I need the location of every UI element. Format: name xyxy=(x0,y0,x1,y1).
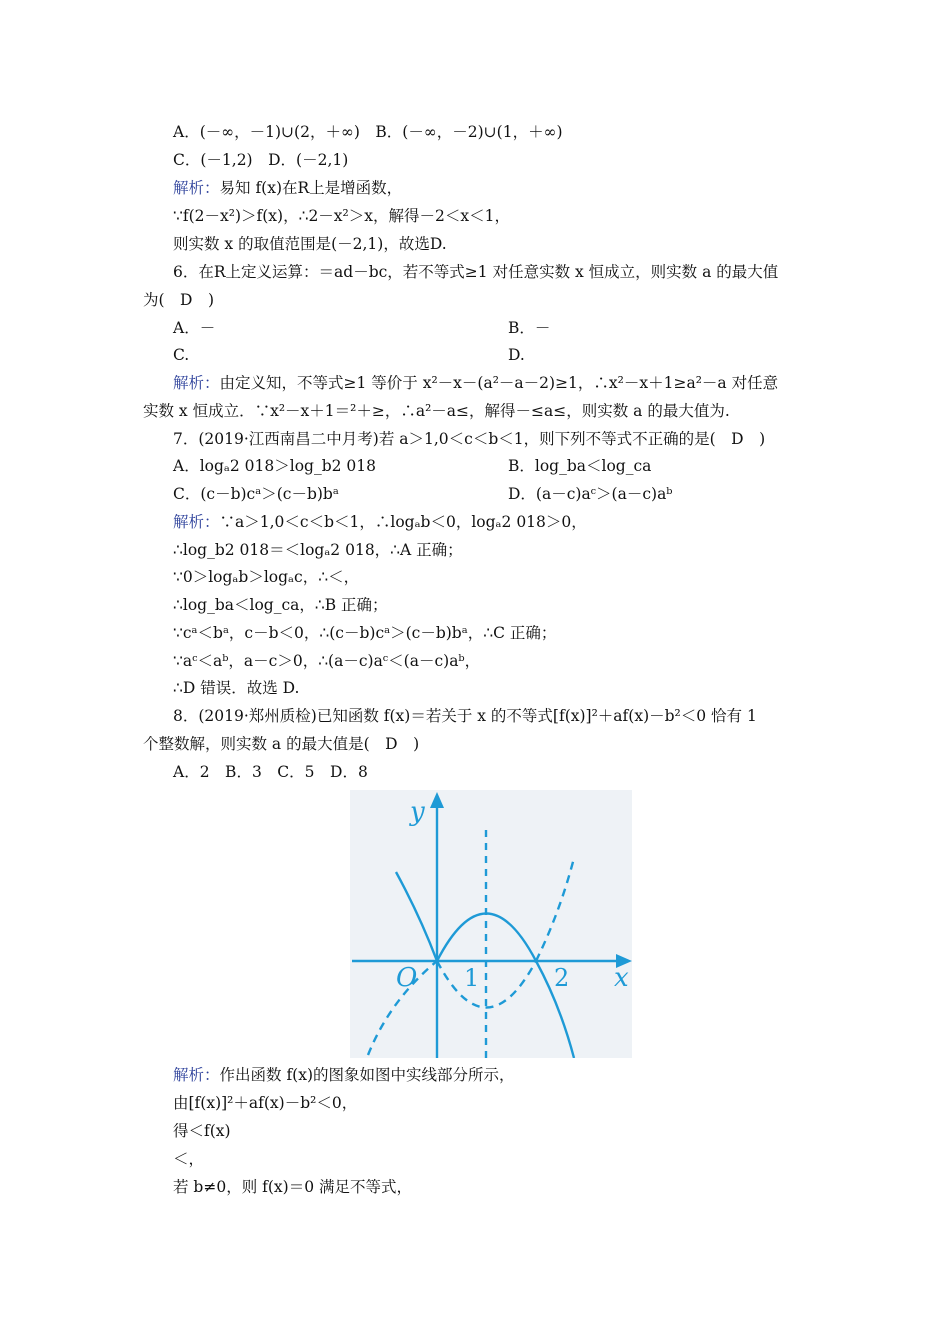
q8-stem: 8．(2019·郑州质检)已知函数 f(x)＝若关于 x 的不等式[f(x)]²＋af(x)－b²＜0 恰有 1 xyxy=(173,707,757,725)
q5-solution-line-2: ∵f(2－x²)＞f(x)，∴2－x²＞x，解得－2＜x＜1， xyxy=(173,207,510,225)
q8-solution-line-4: ＜， xyxy=(173,1150,205,1168)
q7-solution-line-5: ∵cᵃ＜bᵃ，c－b＜0，∴(c－b)cᵃ＞(c－b)bᵃ，∴C 正确； xyxy=(173,624,557,642)
solution-label: 解析： xyxy=(173,374,220,392)
q6-solution-line-2: 实数 x 恒成立．∵x²－x＋1＝²＋≥，∴a²－a≤，解得－≤a≤，则实数 a 的最大值为. xyxy=(143,402,730,420)
q7-option-c: C．(c－b)cᵃ＞(c－b)bᵃ xyxy=(173,485,339,503)
solution-text: ∵a＞1,0＜c＜b＜1，∴logₐb＜0，logₐ2 018＞0， xyxy=(219,513,587,531)
q8-options: A．2 B．3 C．5 D．8 xyxy=(173,763,368,781)
solution-label: 解析： xyxy=(173,1066,220,1084)
q7-solution-line-4: ∴log_ba＜log_ca，∴B 正确； xyxy=(173,596,388,614)
q7-option-b: B．log_ba＜log_ca xyxy=(508,457,652,475)
q8-stem-cont: 个整数解，则实数 a 的最大值是( D ) xyxy=(143,735,420,753)
graph-background xyxy=(350,790,632,1058)
solution-text: 由定义知，不等式≥1 等价于 x²－x－(a²－a－2)≥1，∴x²－x＋1≥a²－a 对任意 xyxy=(219,374,779,392)
solution-text: 易知 f(x)在R上是增函数， xyxy=(219,179,403,197)
function-graph xyxy=(350,790,632,1058)
q6-stem-cont: 为( D ) xyxy=(143,291,215,309)
q5-solution-line-3: 则实数 x 的取值范围是(－2,1)，故选D. xyxy=(173,235,447,253)
solution-text: 作出函数 f(x)的图象如图中实线部分所示， xyxy=(219,1066,515,1084)
q6-option-c: C. xyxy=(173,346,190,364)
solution-label: 解析： xyxy=(173,513,220,531)
q5-options-cd: C．(－1,2) D．(－2,1) xyxy=(173,151,349,169)
q8-solution-line-2: 由[f(x)]²＋af(x)－b²＜0， xyxy=(173,1094,358,1112)
q8-solution-line-5: 若 b≠0，则 f(x)＝0 满足不等式， xyxy=(173,1178,412,1196)
q7-solution-line-2: ∴log_b2 018＝＜logₐ2 018，∴A 正确； xyxy=(173,541,463,559)
q7-option-d: D．(a－c)aᶜ＞(a－c)aᵇ xyxy=(508,485,673,503)
tick-label-2: 2 xyxy=(554,964,570,992)
q8-solution-line-3: 得＜f(x) xyxy=(173,1122,231,1140)
q5-solution-line-1 xyxy=(173,178,402,198)
q5-options-ab: A．(－∞，－1)∪(2，＋∞) B．(－∞，－2)∪(1，＋∞) xyxy=(173,123,563,141)
q7-solution-line-6: ∵aᶜ＜aᵇ，a－c＞0，∴(a－c)aᶜ＜(a－c)aᵇ， xyxy=(173,652,481,670)
q6-option-a: A．－ xyxy=(173,319,216,337)
q7-solution-line-7: ∴D 错误．故选 D. xyxy=(173,679,300,697)
q8-solution-line-1 xyxy=(173,1065,515,1085)
q7-option-a: A．logₐ2 018＞log_b2 018 xyxy=(173,457,377,475)
q6-option-b: B．－ xyxy=(508,319,551,337)
q7-stem: 7．(2019·江西南昌二中月考)若 a＞1,0＜c＜b＜1，则下列不等式不正确的是( D ) xyxy=(173,430,766,448)
q7-solution-line-3: ∵0＞logₐb＞logₐc，∴＜， xyxy=(173,568,360,586)
solution-label: 解析： xyxy=(173,179,220,197)
x-axis-label: x xyxy=(614,963,629,993)
origin-label: O xyxy=(396,963,418,993)
q7-solution-line-1 xyxy=(173,512,587,532)
q6-solution-line-1 xyxy=(173,373,778,393)
q6-stem: 6．在R上定义运算：＝ad－bc，若不等式≥1 对任意实数 x 恒成立，则实数 a 的最大值 xyxy=(173,263,779,281)
y-axis-label: y xyxy=(410,797,425,827)
tick-label-1: 1 xyxy=(464,964,480,992)
q6-option-d: D. xyxy=(508,346,525,364)
